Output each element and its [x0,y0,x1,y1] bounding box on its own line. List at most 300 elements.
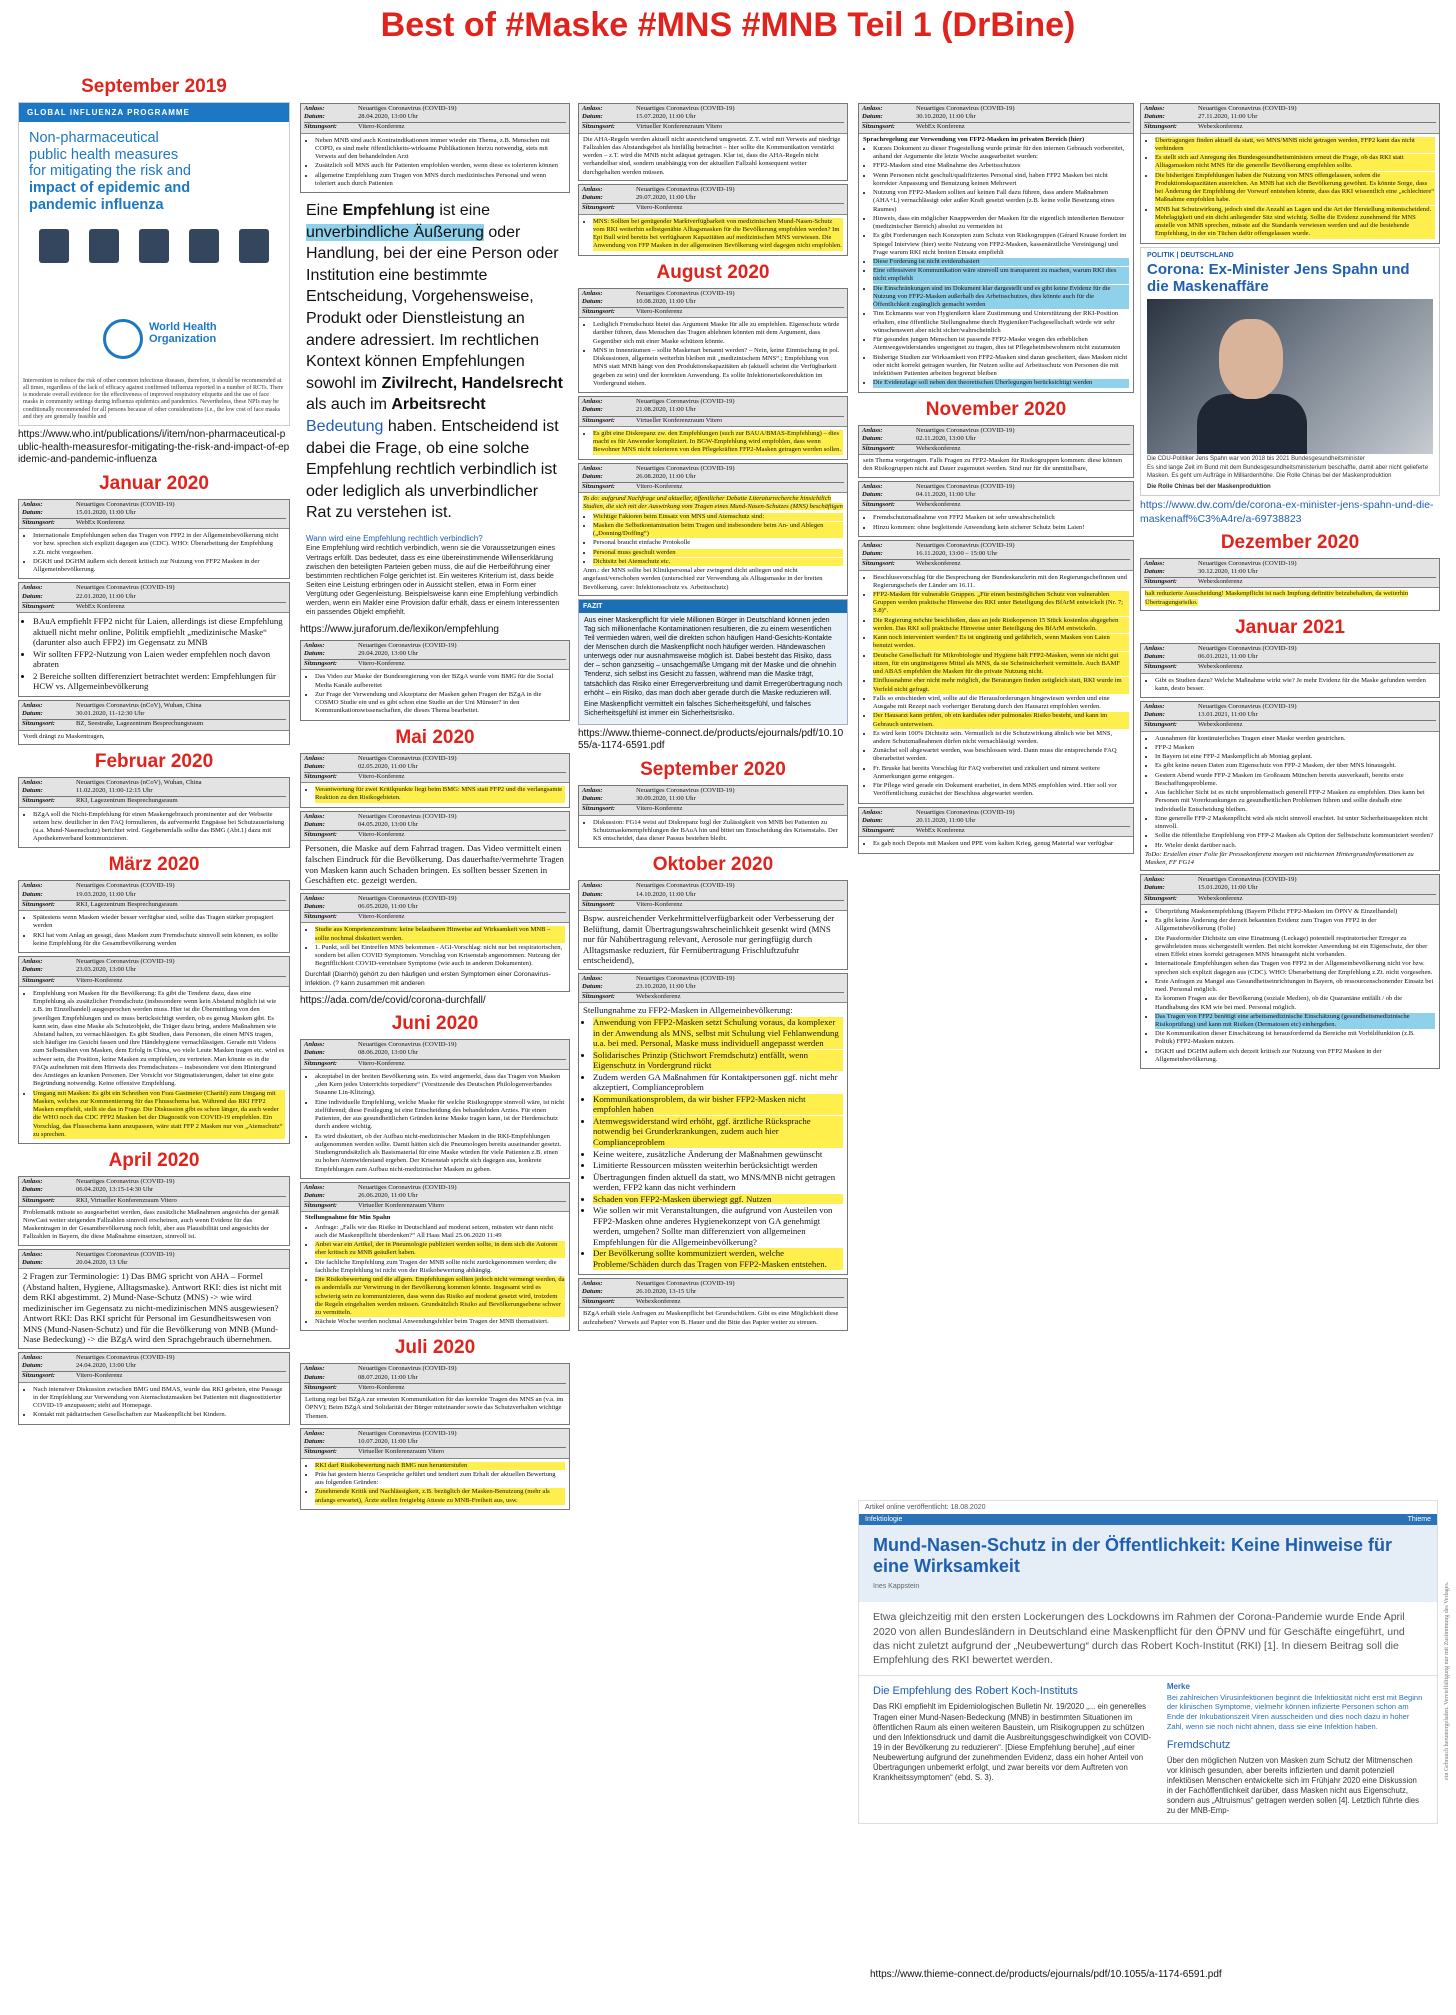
list-item: • Es wird kein 100% Dichtsitz sein. Vermutlich ist die Schutzwirkung ähnlich wie bei MNS, andere Schutzmaßnahmen dürfen nicht vernachlässigt werden. [873,730,1129,746]
slip-header-row: Datum: 24.04.2020, 13:00 Uhr [22,1362,136,1370]
month-heading: April 2020 [108,1150,200,1172]
protocol-slip [858,807,1134,854]
slip-header-row: Anlass: Neuartiges Coronavirus (nCoV), Wuhan, China [22,701,202,709]
dw-news-card: POLITIK | DEUTSCHLAND Corona: Ex-Minister Jens Spahn und die Maskenaffäre Die CDU-Politiker Jens Spahn war von 2018 bis 2021 Bundesgesundheitsminister Es sind lange Zeit im Bund mit dem Bundesgesundheitsministerium beschaffte, damit aber nicht gelieferte Masken. Es geht um Aufträge in Milliardenhöhe. Die Rolle Chinas bei der Maskenproduktion Die Rolle Chinas bei der Maskenproduktion [1140,247,1440,497]
column-2 [300,100,570,2015]
slip-header-row: Sitzungsort: BZ, Seestraße, Lagezentrum Besprechungsraum [22,719,286,728]
slip-header-row: Anlass: Neuartiges Coronavirus (COVID-19) [1144,559,1297,567]
slip-header-row: Sitzungsort: WebEx Konferenz [22,602,286,611]
list-item: • Internationale Empfehlungen sehen das Tragen von FFP2 in der Allgemeinbevölkerung nicht vor bzw. sprechen sich explizit dagegen aus (CDC). WHO: Überarbeitung der Empfehlung z.Zt. nicht vorgesehen. [33,532,285,557]
slip-header-row: Anlass: Neuartiges Coronavirus (COVID-19) [1144,876,1297,884]
month-heading: Mai 2020 [395,726,475,748]
slip-header-row: Sitzungsort: WebEx Konferenz [22,518,286,527]
slip-header-row: Datum: 21.08.2020, 11:00 Uhr [582,406,696,414]
slip-header-row: Anlass: Neuartiges Coronavirus (COVID-19) [862,426,1015,434]
slip-header-row: Datum: 06.01.2021, 11:00 Uhr [1144,653,1258,661]
slip-header-row: Anlass: Neuartiges Coronavirus (COVID-19) [22,958,175,966]
list-item: • Wenn Personen nicht geschult/qualifiziertes Personal sind, haben FFP2 Masken bei nicht korrekter Anpassung und Benutzung keinen Mehrwert [873,172,1129,188]
list-item: • In Bayern ist eine FFP-2 Maskenpflicht ab Montag geplant. [1155,753,1435,761]
slip-header-row: Anlass: Neuartiges Coronavirus (COVID-19) [304,641,457,649]
slip-header-row: Datum: 29.04.2020, 13:00 Uhr [304,649,418,657]
slip-header-row: Sitzungsort: Vitero-Konferenz [582,203,844,212]
protocol-slip: Anlass: Neuartiges Coronavirus (COVID-19) Datum: 06.04.2020, 13:15-14:30 Uhr Sitzungsort: RKI, Virtueller Konferenzraum Vitero Problematik müsste so ausgearbeitet werden, dass zusätzliche Maßnahmen angesichts der gemäß NowCast weiter steigenden Fallzahlen sinnvoll erscheinen, auch wenn Evidenz für das Maskentragen in der Gesamtbevölkerung noch fehlt, aber aus Plausibilität und angesichts der Fallzahlen in Bayern, die diese Maßnahme einsetzen, sinnvoll ist. [18,1176,290,1246]
list-item: • Übertragungen finden aktuell da statt, wo MNS/MNB nicht getragen werden, FFP2 kann das nicht verhindern [593,1172,843,1193]
protocol-slip [300,1428,570,1510]
slip-header-row: Datum: 22.01.2020, 11:00 Uhr [22,592,136,600]
slip-header-row: Sitzungsort: Vitero-Konferenz [22,976,286,985]
slip-header-row: Anlass: Neuartiges Coronavirus (COVID-19) [1144,703,1297,710]
list-item: • Nutzung von FFP2-Masken sollten auf keinen Fall dazu führen, dass andere Maßnahmen (AHA+L) vernachlässigt oder außer Kraft gesetzt werden (z.B. keine volle Besetzung eines Raumes) [873,189,1129,214]
protocol-slip [578,288,848,394]
slip-header-row: Sitzungsort: RKI, Lagezentrum Besprechungsraum [22,796,286,805]
protocol-slip: Anlass: Neuartiges Coronavirus (COVID-19) Datum: 14.10.2020, 11:00 Uhr Sitzungsort: Vitero-Konferenz Bspw. ausreichender Verkehrmittelverfügbarkeit oder Verbesserung der Belüftung, damit Übertragungswahrscheinlichkeit gesenkt wird (MNS nur für Nahübertragung relevant, Aerosole nur geringfügig durch Alltagsmaske reduziert, für Fernübertragung Frischluftzufuhr entscheidend), [578,880,848,969]
slip-header-row: Datum: 26.08.2020, 11:00 Uhr [582,472,696,480]
juraforum-url[interactable]: https://www.juraforum.de/lexikon/empfehlung [300,624,499,636]
list-item: • Wir sollten FFP2-Nutzung von Laien weder empfehlen noch davon abraten [33,649,285,670]
month-heading: Dezember 2020 [1220,531,1360,553]
slip-header-row: Datum: 04.05.2020, 13:00 Uhr [304,820,418,828]
list-item: • Präs hat gestern hierzu Gespräche geführt und tendiert zum Erhalt der aktuellen Bewertung aus folgenden Gründen: [315,1471,565,1487]
list-item: • Die Regierung möchte beschließen, dass an jede Risikoperson 15 Stück kostenlos abgegeben werden. Das RKI soll praktische Hinweise unter Beteiligung des BfArM entwickeln. [873,617,1129,633]
protocol-slip [1140,874,1440,1069]
list-item: • Personal braucht einfache Protokolle [593,539,843,547]
list-item: • akzeptabel in der breiten Bevölkerung sein. Es wird angemerkt, dass das Tragen von Masken „den Kern jedes Unterrichts torpediere“ (Vorsitzende des Deutschen Philologenverbandes Susanne Lin-Klitzing). [315,1073,565,1098]
protocol-slip: Anlass: Neuartiges Coronavirus (COVID-19) Datum: 23.10.2020, 11:00 Uhr Sitzungsort: Webexkonferenz Stellungnahme zu FFP2-Masken in Allgemeinbevölkerung: • Anwendung von FFP2-Masken setzt Schulung voraus, da komplexer in der Anwendung als MNS, selbst mit Schulung viel Fehlanwendung u.a. bei med. Personal, Maske muss individuell angepasst werden • Solidarisches Prinzip (Stichwort Fremdschutz) entfällt, wenn Eigenschutz in Vordergrund rückt • Zudem werden GA Maßnahmen für Kontaktpersonen ggf. nicht mehr akzeptiert, Complianceproblem • Kommunikationsproblem, da wir bisher FFP2-Masken nicht empfohlen haben • Atemwegswiderstand wird erhöht, ggf. ärztliche Rücksprache notwendig bei Grunderkrankungen, zudem auch hier Complianceproblem • Keine weitere, zusätzliche Änderung der Maßnahmen gewünscht • Limitierte Ressourcen müssten weiterhin berücksichtigt werden • Übertragungen finden aktuell da statt, wo MNS/MNB nicht getragen werden, FFP2 kann das nicht verhindern • Schaden von FFP2-Masken überwiegt ggf. Nutzen • Wie sollen wir mit Veranstaltungen, die aufgrund von Austeilen von FFP2-Masken ohne anderes Hygienekonzept von GA genehmigt werden, umgehen? Sollte man differenziert von allgemeinen Empfehlungen für die Allgemeinbevölkerung? • Der Bevölkerung sollte kommuniziert werden, welche Probleme/Schäden durch das Tragen von FFP2-Masken entstehen. [578,973,848,1275]
slip-header-row: Anlass: Neuartiges Coronavirus (COVID-19) [862,482,1015,490]
slip-header-row: Sitzungsort: Vitero-Konferenz [304,1059,566,1068]
month-heading: Juli 2020 [394,1337,476,1359]
list-item: • MNB hat Schutzwirkung, jedoch sind die Anzahl an Lagen und die Art der Herstellung mitentscheidend. Mehrlagigkeit und ein dicht anliegender Sitz sind wichtig. Sollte die Evidenz zunehmend für MNS anstelle von MNB sprechen, müsste auf die Standards verwiesen werden und auf die bestehende Empfehlung, in der ein Tüchen dafür offengelassen wurde. [1155,206,1435,239]
slip-header-row: Anlass: Neuartiges Coronavirus (COVID-19) [582,398,735,406]
slip-header-row: Sitzungsort: Vitero-Konferenz [582,482,844,491]
cleaning-icon [189,229,219,263]
list-item: • Anbei war ein Artikel, der in Pneumologie publiziert werden sollte, in dem sich die Autoren eher kritisch zu MNB geäußert haben. [315,1241,565,1257]
list-item: • Neben MNB sind auch Kontraindikationen immer wieder ein Thema, z.B. Menschen mit COPD, es sind mehr öffentlichkeits-wirksame Publikationen hierzu notwendig, stets mit Verweis auf den behandelnden Arzt [315,137,565,162]
list-item: • Für gesunden jungen Menschen ist passende FFP2-Maske wegen des erheblichen Atemwegswiderstandes ungeeignet zu tragen, dies ist Pflegeheimbewohnern nicht zuzumuten [873,336,1129,352]
month-heading: September 2020 [640,758,786,780]
news-brand: POLITIK | DEUTSCHLAND [1147,251,1234,259]
list-item: • 2 Bereiche sollten differenziert betrachtet werden: Empfehlungen für HCW vs. Allgemeinbevölkerung [33,671,285,692]
fazit-box: FAZIT Aus einer Maskenpflicht für viele Millionen Bürger in Deutschland können jeden Tag sich millionenfache Kontaminationen resultieren, die zu einem wesentlichen Teil vermieden wären, weil die direkten schon häufigen Hand-Gesichts-Kontakte der Menschen durch die Maskenpflicht noch häufiger werden. Händewaschen unterwegs oder nur ausnahmsweise möglich ist. Dabei besteht das Risiko, dass der – schon ganzseitig – unsachgemäße Umgang mit der Maske und die ohnehin Tendenz, sich selbst ins Gesicht zu fassen, während man die Maske trägt, tatsächlich das Risiko einer Erregerverbreitung und damit Erregerübertragung noch erhöht – ein Risiko, das man doch aber gerade durch die Maske reduzieren will. Eine Maskenpflicht vermittelt ein falsches Sicherheitsgefühl, und falsches Sicherheitsgefühl ist immer ein Sicherheitsrisiko. [578,599,848,725]
protocol-slip [18,777,290,849]
slip-header-row: Sitzungsort: WebEx Konferenz [862,826,1130,835]
list-item: • FFP2-Masken sind eine Maßnahme des Arbeitsschutzes [873,162,1129,170]
jura-question: Wann wird eine Empfehlung rechtlich verbindlich? [306,534,483,544]
thieme-logo: Thieme [1407,1516,1431,1523]
slip-header-row: Anlass: Neuartiges Coronavirus (nCoV), Wuhan, China [22,778,202,786]
protocol-slip: Anlass: Neuartiges Coronavirus (COVID-19) Datum: 08.07.2020, 11:00 Uhr Sitzungsort: Vitero-Konferenz Leitung regt bei BZgA zur erneuten Kommunikation für das korrekte Tragen des MNS an (v.a. im ÖPNV); Beim BZgA sind Solidarität der Bürger miteinander sowie das Schutzverhalten wichtige Themen. [300,1363,570,1424]
slip-header-row: Sitzungsort: Webexkonferenz [582,1297,844,1306]
slip-header-row: Datum: 02.11.2020, 13:00 Uhr [862,434,976,442]
month-heading: September 2019 [81,76,227,97]
list-item: • Kommunikationsproblem, da wir bisher FFP2-Masken nicht empfohlen haben [593,1094,843,1115]
slip-header-row: Datum: 15.01.2020, 11:00 Uhr [22,508,136,516]
slip-header-row: Anlass: Neuartiges Coronavirus (COVID-19) [22,1353,175,1361]
thieme-online-date: Artikel online veröffentlicht: 18.08.2020 [865,1504,986,1511]
list-item: • Gibt es Studien dazu? Welche Maßnahme wirkt wie? Je mehr Evidenz für die Maske gefunden werden kann, desto besser. [1155,677,1435,693]
protocol-slip [300,640,570,721]
list-item: • Übertragungen finden aktuell da statt, wo MNS/MNB nicht getragen werden, FFP2 kann das nicht verhindern [1155,137,1435,153]
slip-header-row: Anlass: Neuartiges Coronavirus (COVID-19) [582,1279,735,1287]
page-title: Best of #Maske #MNS #MNB Teil 1 (DrBine) [380,6,1076,44]
list-item: • Anwendung von FFP2-Masken setzt Schulung voraus, da komplexer in der Anwendung als MNS, selbst mit Schulung viel Fehlanwendung u.a. bei med. Personal, Maske muss individuell angepasst werden [593,1017,843,1049]
slip-header-row: Anlass: Neuartiges Coronavirus (COVID-19) [582,786,735,794]
list-item: • Für Pflege wird gerade ein Dokument erarbeitet, in dem MNS empfohlen wird. Hier soll vor Veröffentlichung zunächst der Beschluss abgewartet werden. [873,782,1129,798]
list-item: • Die Einschränkungen sind im Dokument klar dargestellt und es gibt keine Evidenz für die Nutzung von FFP2-Masken außerhalb des Arbeitsschutzes, dies könnte auch für die Öffentlichkeit zugänglich gemacht werden [873,285,1129,310]
slip-header-row: Sitzungsort: RKI, Lagezentrum Besprechungsraum [22,900,286,909]
protocol-slip [1140,103,1440,244]
news-title: Corona: Ex-Minister Jens Spahn und die Maskenaffäre [1147,260,1410,295]
slip-header-row: Anlass: Neuartiges Coronavirus (COVID-19) [582,185,735,193]
handwash-icon [39,229,69,263]
list-item: • Zur Frage der Verwendung und Akzeptanz der Masken gehen Fragen der BZgA in die COSMO Studie ein und es gibt schon eine Studie an der Uni Münster? in den Kommunikationswissenschaften, die dieses Thema bearbeitet. [315,691,565,716]
slip-header-row: Sitzungsort: Vitero-Konferenz [304,830,566,839]
list-item: • DGKH und DGHM äußern sich derzeit kritisch zur Nutzung von FFP2 Masken in der Allgemeinbevölkerung. [33,558,285,574]
list-item: • FFP2-Masken für vulnerable Gruppen. „Für einen bestmöglichen Schutz von vulnerablen Gruppen werden praktische Hinweise des RKI unter Beteiligung des BfArM entwickelt (Nr. 7; S.8)“. [873,591,1129,616]
list-item: • Es kommen Fragen aus der Bevölkerung (soziale Medien), ob die Quarantäne entfällt / ob die Handhabung des KM wie bei med. Personal möglich. [1155,995,1435,1011]
list-item: • Der Bevölkerung sollte kommuniziert werden, welche Probleme/Schäden durch das Tragen von FFP2-Masken entstehen. [593,1248,843,1269]
thieme-article: Artikel online veröffentlicht: 18.08.2020 Infektiologie Thieme Mund-Nasen-Schutz in der Öffentlichkeit: Keine Hinweise für eine Wirksamkeit Ines Kappstein Etwa gleichzeitig mit den ersten Lockerungen des Lockdowns im Rahmen der Corona-Pandemie wurde Ende April 2020 von allen Bundesländern in Deutschland eine Maskenpflicht für den ÖPNV und für Geschäfte eingeführt, und das nicht zuletzt aufgrund der „Neubewertung“ durch das Robert Koch-Institut (RKI) [1]. In diesem Beitrag soll die Empfehlung des RKI bewertet werden. Die Empfehlung des Robert Koch-Instituts Das RKI empfiehlt im Epidemiologischen Bulletin Nr. 19/2020 „... ein generelles Tragen einer Mund-Nasen-Bedeckung (MNB) in bestimmten Situationen im öffentlichen Raum als einen weiteren Baustein, um Risikogruppen zu schützen und den Infektionsdruck und damit die Ausbreitungsgeschwindigkeit von COVID-19 in der Bevölkerung zu reduzieren“. [Diese Empfehlung beruhe] „auf einer Neubewertung aufgrund der zunehmenden Evidenz, dass ein hoher Anteil von Übertragungen unbemerkt erfolgt, und zwar bereits vor dem Auftreten von Krankheitssymptomen“ (ebd. S. 3). Merke Bei zahlreichen Virusinfektionen beginnt die Infektiosität nicht erst mit Beginn der klinischen Symptome, vielmehr können infizierte Personen schon am Ende der Inkubationszeit Viren ausscheiden und dies noch dazu in hoher Zahl, wenn sie noch nicht ahnen, dass sie eine Infektion haben. Fremdschutz Über den möglichen Nutzen von Masken zum Schutz der Mitmenschen vor klinisch gesunden, aber bereits infizierten und damit potenziell infektiösen Menschen entwickelte sich im Frühjahr 2020 eine Diskussion in der Fachöffentlichkeit darüber, dass Masken nicht aus Eigenschutz, sondern aus „Altruismus“ getragen werden sollen [4]. Letztlich führte dies zu der MNB-Emp- [858,1500,1438,1955]
list-item: • Zunehmende Kritik und Nachlässigkeit, z.B. bezüglich der Masken-Benutzung (mehr als anfangs erwartet), Ärzte stellen freigiebig Atteste zu MNB-Freiheit aus, usw. [315,1488,565,1504]
ada-url[interactable]: https://ada.com/de/covid/corona-durchfall/ [300,994,486,1006]
month-heading: November 2020 [925,398,1067,420]
slip-header-row: Datum: 30.09.2020, 11:00 Uhr [582,795,696,803]
slip-header-row: Anlass: Neuartiges Coronavirus (COVID-19) [304,1041,457,1049]
slip-header-row: Anlass: Neuartiges Coronavirus (COVID-19) [1144,644,1297,652]
slip-header-row: Sitzungsort: Vitero-Konferenz [582,307,844,316]
slip-header-row: Datum: 04.11.2020, 11:00 Uhr [862,490,976,498]
list-item: • BZgA soll die Nicht-Empfehlung für einen Maskengebrauch prominenter auf der Webseite setzen bzw. deutlicher in den FAQ formulieren, da aufvermerkt Engpässe bei Schutzausrüstung (u.a. Mund-Nasenschutz) berichtet wird. Gegebenenfalls sollte das BMG (Abt.1) dazu mit Apothekenverband kommunizieren. [33,811,285,844]
protocol-slip: Anlass: Neuartiges Coronavirus (COVID-19) Datum: 26.06.2020, 11:00 Uhr Sitzungsort: Virtueller Konferenzraum Vitero Stellungnahme für Min Spahn • Anfrage: „Falls wir das Risiko in Deutschland auf moderat setzen, müssten wir dann nicht auch die Maskenpflicht überdenken?“ All Haas Mail 25.06.2020 11:49 • Anbei war ein Artikel, der in Pneumologie publiziert werden sollte, in dem sich die Autoren eher kritisch zu MNB geäußert haben. • Die fachliche Empfehlung zum Tragen der MNB sollte nicht zurückgenommen werden; die fachliche Empfehlung ist nicht von der Risikobewertung abhängig. • Die Risikobewertung und die allgem. Empfehlungen sollten jedoch nicht vermengt werden, da es andernfalls zur Verwirrung in der Bevölkerung kommen könnte. Insgesamt wird es schwierig sein zu kommunizieren, dass wenn das Risiko auf moderat gesetzt wird, trotzdem die Regeln eingehalten werden müssen. Grundsätzlich Risiko auf Bevölkerungsebene schwer zu vermitteln. • Nächste Woche werden nochmal Anwendungsfehler beim Tragen der MNB thematisiert. [300,1182,570,1332]
protocol-slip [18,880,290,953]
list-item: • FFP-2 Masken [1155,744,1435,752]
list-item: • Atemwegswiderstand wird erhöht, ggf. ärztliche Rücksprache notwendig bei Grunderkrankungen, zudem auch hier Complianceproblem [593,1116,843,1148]
protocol-slip [300,753,570,808]
who-title: Non-pharmaceutical public health measures for mitigating the risk and impact of epidemic and pandemic influenza [29,130,191,213]
list-item: • Sollte die öffentliche Empfehlung von FFP-2 Masken als Option der Selbstschutz kommuniziert werden? [1155,832,1435,840]
list-item: • RKI hat vom Anlag an gesagt, dass Masken zum Fremdschutz sinnvoll sein können, es sollte keine Empfehlung für die Gesamtbevölkerung werden [33,932,285,948]
list-item: • Aus fachlicher Sicht ist es nicht unproblematisch generell FFP-2 Masken zu empfehlen. Dies kann bei Personen mit Vorerkrankungen zu gesundheitlichen Problemen führen und sollte deshalb eine individuelle Entscheidung bleiben. [1155,789,1435,814]
who-logo-icon [103,319,143,359]
slip-header-row: Datum: 16.11.2020, 13:00 – 15:00 Uhr [862,550,998,558]
slip-header-row: Sitzungsort: Webexkonferenz [862,559,1130,568]
list-item: • Limitierte Ressourcen müssten weiterhin berücksichtigt werden [593,1160,843,1171]
protocol-slip [18,1352,290,1425]
protocol-slip [18,582,290,697]
slip-header-row: Sitzungsort: Webexkonferenz [862,444,1130,453]
list-item: • Studie aus Kompetenzzentrum: keine belastbaren Hinweise auf Wirksamkeit von MNB – sollte nochmal diskutiert werden. [315,926,565,942]
slip-header-row: Sitzungsort: Webexkonferenz [1144,122,1436,131]
list-item: • Fr. Bruske hat bereits Vorschlag für FAQ vorbereitet und zirkuliert und nimmt weitere Anmerkungen gerne entgegen. [873,765,1129,781]
column-1 [18,76,290,1991]
slip-header-row: Datum: 23.10.2020, 11:00 Uhr [582,982,696,990]
slip-header-row: Anlass: Neuartiges Coronavirus (COVID-19) [862,105,1015,112]
protocol-slip: Anlass: Neuartiges Coronavirus (nCoV), Wuhan, China Datum: 30.01.2020, 11-12:30 Uhr Sitzungsort: BZ, Seestraße, Lagezentrum Besprechungsraum Vordi drängt zu Maskentragen, [18,700,290,745]
list-item: • Kontakt mit pädiatrischen Gesellschaften zur Maskenpflicht bei Kindern. [33,1411,285,1419]
list-item: • Nächste Woche werden nochmal Anwendungsfehler beim Tragen der MNB thematisiert. [315,1318,565,1326]
list-item: • Eine individuelle Empfehlung, welche Maske für welche Risikogruppe sinnvoll wäre, ist nicht zielführend; diese Festlegung ist eine Entscheidung des behandelnden Arztes. Für einen Patienten, der aus gesundheitlichen Gründen keine Maske tragen kann, ist der Herdenschutz durch andere wichtig. [315,1099,565,1132]
list-item: • MNS: Sollten bei genügender Marktverfügbarkeit von medizinischen Mund-Nasen-Schutz vom RKI weiterhin selbstgenähte Alltagsmasken für die Bevölkerung empfohlen werden? Im Epi Bull wird bereits bei verfügbaren Kapazitäten auf medizinischen MNS verwiesen. Die Anwendung von FFP Masken in der allgemeinen Bevölkerung wird dagegen nicht empfohlen. [593,218,843,251]
thieme-url[interactable]: https://www.thieme-connect.de/products/ejournals/pdf/10.1055/a-1174-6591.pdf [578,727,844,752]
slip-header-row: Sitzungsort: Vitero-Konferenz [304,1383,566,1392]
slip-header-row: Sitzungsort: Virtueller Konferenzraum Vitero [304,1447,566,1456]
slip-header-row: Datum: 13.01.2021, 11:00 Uhr [1144,711,1258,719]
list-item: • Hr. Wieler denkt darüber nach. [1155,842,1435,850]
slip-header-row: Sitzungsort: Vitero-Konferenz [582,804,844,813]
list-item: • Diese Forderung ist nicht evidenzbasiert [873,258,1129,266]
slip-header-row: Datum: 15.07.2020, 11:00 Uhr [582,113,696,121]
list-item: • Nach intensiver Diskussion zwischen BMG und BMAS, wurde das RKI gebeten, eine Passage in der Empfehlung zur Verwendung von Atemschutzmasken bei Patienten mit diagnostizierter COVID-19 anzupassen; steht auf Homepage. [33,1386,285,1411]
slip-header-row: Datum: 30.01.2020, 11-12:30 Uhr [22,710,145,718]
slip-header-row: Sitzungsort: Webexkonferenz [1144,577,1436,586]
slip-header-row: Datum: 08.06.2020, 13:00 Uhr [304,1049,418,1057]
month-heading: Januar 2021 [1235,616,1345,638]
month-heading: Oktober 2020 [652,854,774,876]
slip-header-row: Anlass: Neuartiges Coronavirus (COVID-19) [22,584,175,592]
protocol-slip [578,396,848,459]
list-item: • Es gibt Forderungen nach Konzepten zum Schutz von Risikogruppen (Gérard Krause fordert im Spiegel Interview (hier) weite Nutzung von FFP2-Masken, kassenärztliche Vereinigung) und Frage warum RKI nicht breiten Einsatz empfiehlt [873,232,1129,257]
travel-icon [239,229,269,263]
slip-header-row: Anlass: Neuartiges Coronavirus (COVID-19) [582,289,735,297]
slip-header-row: Datum: 11.02.2020, 11:00-12:15 Uhr [22,787,153,795]
list-item: • Es stellt sich auf Anregung des Bundesgesundheitsministers erneut die Frage, ob das RKI statt Alltagsmasken nicht MNS für die generelle Bevölkerung empfehlen sollte. [1155,154,1435,170]
list-item: • DGKH und DGHM äußern sich derzeit kritisch zur Nutzung von FFP2 Masken in der Allgemeinbevölkerung. [1155,1048,1435,1064]
slip-header-row: Datum: 26.06.2020, 11:00 Uhr [304,1191,418,1199]
month-heading: August 2020 [656,261,770,283]
list-item: • Gestern Abend wurde FFP-2 Masken im Großraum München bereits ausverkauft, bereits erste Beschaffungsprobleme. [1155,772,1435,788]
list-item: • Solidarisches Prinzip (Stichwort Fremdschutz) entfällt, wenn Eigenschutz in Vordergrund rückt [593,1050,843,1071]
slip-header-row: Anlass: Neuartiges Coronavirus (COVID-19) [582,464,735,472]
slip-header-row: Sitzungsort: WebEx Konferenz [862,122,1130,131]
list-item: • allgemeine Empfehlung zum Tragen von MNS durch medizinisches Personal und wenn toleriert auch durch Patienten [315,172,565,188]
list-item: • Es gibt eine Diskrepanz zw. den Empfehlungen (such zur BAUA/BMAS-Empfehlung) – dies macht es für Anwender kompliziert. In BGW-Empfehlung wird empfohlen, dass wenn Bewohner MNS nicht tolerieren von den Pflegekräften FFP2-Masken getragen werden sollen. [593,430,843,455]
slip-header-row: Sitzungsort: Vitero-Konferenz [304,772,566,781]
list-item: • Wie sollen wir mit Veranstaltungen, die aufgrund von Austeilen von FFP2-Masken ohne anderes Hygienekonzept von GA genehmigt werden, umgehen? Sollte man differenziert von allgemeinen Empfehlungen für die Allgemeinbevölkerung? [593,1205,843,1247]
list-item: • Es gab noch Depots mit Masken und PPE vom kalten Krieg, genug Material war verfügbar [873,840,1129,848]
protocol-slip [18,499,290,580]
month-heading: Januar 2020 [99,472,209,494]
column-3 [578,100,848,2015]
column-5 [1140,100,1440,1492]
protocol-slip: Anlass: Neuartiges Coronavirus (COVID-19) Datum: 26.08.2020, 11:00 Uhr Sitzungsort: Vitero-Konferenz To do: aufgrund Nachfrage und aktueller, öffentlicher Debatte Literaturrecherche hinsichtlich Studien, die sich mit der Auswirkung vom Tragen eines Mund-Nasen-Schutzes (MNS) beschäftigen • Wichtige Faktoren beim Einsatz von MNS und Atemschutz sind: • Masken die Selbstkontamination beim Tragen und insbesondere beim An- und Ablegen („Donning/Doffing“) • Personal braucht einfache Protokolle • Personal muss geschult werden • Dichtsitz bei Atemschutz etc. Anm.: der MNS sollte bei Klinikpersonal aber zwingend dicht anliegen und nicht angefasst/verschoben werden (unterschied zur Verwendung als Alltagsmaske in der breiten Bevölkerung, cave: Infektionsschutz vs. Arbeitsschutz) [578,463,848,596]
slip-header-row: Anlass: Neuartiges Coronavirus (COVID-19) [304,1365,457,1373]
list-item: • Zudem werden GA Maßnahmen für Kontaktpersonen ggf. nicht mehr akzeptiert, Complianceproblem [593,1072,843,1093]
list-item: • Zunächst soll abgewartet werden, was beschlossen wird. Dann muss die entsprechende FAQ überarbeitet werden. [873,747,1129,763]
list-item: • Verantwortung für zwei Kritikpunkte liegt beim BMG: MNS statt FFP2 und die verlangsamte Reaktion zu den Risikogebieten. [315,786,565,802]
slip-header-row: Anlass: Neuartiges Coronavirus (COVID-19) [304,754,457,762]
slip-header-row: Datum: 28.04.2020, 13:00 Uhr [304,113,418,121]
protocol-slip: Anlass: Neuartiges Coronavirus (COVID-19) Datum: 06.05.2020, 11:00 Uhr Sitzungsort: Vitero-Konferenz • Studie aus Kompetenzzentrum: keine belastbaren Hinweise auf Wirksamkeit von MNB – sollte nochmal diskutiert werden. • 1. Punkt, soll bei Eintreffen MNS bekommen - AGI-Vorschlag: nicht nur bei respiratorischen, sondern bei allen COVID Symptomen. Vorschlag von Krisenstab angenommen. Nutzung der Begrifflichkeit COVID-vereinbare Symptome (wie auch in anderen Dokumenten). Durchfall (Diarrhö) gehört zu den häufigen und ersten Symptomen einer Coronavirus-Infektion. (? kann zusammen mit anderen [300,893,570,992]
slip-header-row: Anlass: Neuartiges Coronavirus (COVID-19) [304,105,457,112]
list-item: • Bisherige Studien zur Wirksamkeit von FFP2-Masken sind daran gescheitert, dass Masken nicht oder nicht korrekt getragen wurden, für Nutzen sollte auf Arbeitsschutz von Personen die mit infektiösen Patienten arbeiten begrenzt bleiben [873,354,1129,379]
who-excerpt: Intervention to reduce the risk of other common infectious diseases, therefore, it should be recommended at all times, regardless of the lack of efficacy against confirmed influenza reported in a number of RCTs. There is moderate overall evidence for the effectiveness of improved respiratory etiquette and the use of face masks in community settings during influenza epidemics and pandemics. Nevertheless, these NPIs may be conditionally recommended for all persons because of other considerations (i.e., the low cost of face masks and they are generally feasible and [23,377,284,420]
slip-header-row: Datum: 08.07.2020, 11:00 Uhr [304,1373,418,1381]
list-item: • Spätestens wenn Masken wieder besser verfügbar sind, sollte das Tragen stärker propagiert werden [33,914,285,930]
list-item: • Die fachliche Empfehlung zum Tragen der MNB sollte nicht zurückgenommen werden; die fachliche Empfehlung ist nicht von der Risikobewertung abhängig. [315,1259,565,1275]
list-item: • Einflussnahme eher nicht mehr möglich, die Beratungen finden zeitgleich statt, RKI wurde im Vorfeld nicht gefragt. [873,677,1129,693]
list-item: • Das Tragen von FFP2 benötigt eine arbeitsmedizinische Einschätzung (gesundheitsmedizinische Risikoprüfung) und kann mit Risiken (Dermatosen etc) einhergehen. [1155,1013,1435,1029]
slip-header-row: Datum: 20.04.2020, 13 Uhr [22,1258,128,1266]
slip-header-row: Datum: 27.11.2020, 11:00 Uhr [1144,113,1258,121]
thieme-url-2[interactable]: https://www.thieme-connect.de/products/ejournals/pdf/10.1055/a-1174-6591.pdf [870,1969,1222,1980]
mask-icon [89,229,119,263]
list-item: • Fremdschutzmaßnahme von FFP2 Masken ist sehr unwahrscheinlich [873,514,1129,522]
list-item: • Die Risikobewertung und die allgem. Empfehlungen sollten jedoch nicht vermengt werden, da es andernfalls zur Verwirrung in der Bevölkerung kommen könnte. Insgesamt wird es schwierig sein zu kommunizieren, dass wenn das Risiko auf moderat gesetzt wird, trotzdem die Regeln eingehalten werden müssen. Grundsätzlich Risiko auf Bevölkerungsebene schwer zu vermitteln. [315,1276,565,1317]
protocol-slip: Anlass: Neuartiges Coronavirus (COVID-19) Datum: 30.10.2020, 11:00 Uhr Sitzungsort: WebEx Konferenz Sprachregelung zur Verwendung von FFP2-Masken im privaten Bereich (hier) • Kurzes Dokument zu dieser Fragestellung wurde primär für den internen Gebrauch vorbereitet, anhand der Argumente die letzte Woche ausgearbeitet wurden: • FFP2-Masken sind eine Maßnahme des Arbeitsschutzes • Wenn Personen nicht geschult/qualifiziertes Personal sind, haben FFP2 Masken bei nicht korrekter Anpassung und Benutzung keinen Mehrwert • Nutzung von FFP2-Masken sollten auf keinen Fall dazu führen, dass andere Maßnahmen (AHA+L) vernachlässigt oder außer Kraft gesetzt werden (z.B. keine volle Besetzung eines Raumes) • Hinweis, dass ein möglicher Knappwerden der Masken für die eigentlich intendierten Benutzer (medizinischer Bereich) absolut zu vermeiden ist • Es gibt Forderungen nach Konzepten zum Schutz von Risikogruppen (Gérard Krause fordert im Spiegel Interview (hier) weite Nutzung von FFP2-Masken, kassenärztliche Vereinigung) und Frage warum RKI nicht breiten Einsatz empfiehlt • Diese Forderung ist nicht evidenzbasiert • Eine offensivere Kommunikation wäre sinnvoll um transparent zu machen, warum RKI dies nicht empfiehlt • Die Einschränkungen sind im Dokument klar dargestellt und es gibt keine Evidenz für die Nutzung von FFP2-Masken außerhalb des Arbeitsschutzes, dies könnte auch für die Öffentlichkeit zugänglich gemacht werden • Tim Eckmanns war von Hygienikern klare Zustimmung und Unterstützung der RKI-Position erhalten, eine öffentliche Stellungnahme durch Hygieniker/Fachgesellschaft würde wir sehr wünschenswert aber nicht sicher/wahrscheinlich • Für gesunden jungen Menschen ist passende FFP2-Maske wegen des erheblichen Atemwegswiderstandes ungeeignet zu tragen, dies ist Pflegeheimbewohnern nicht zuzumuten • Bisherige Studien zur Wirksamkeit von FFP2-Masken sind daran gescheitert, dass Masken nicht oder nicht korrekt getragen wurden, für Nutzen sollte auf Arbeitsschutz von Personen die mit infektiösen Patienten arbeiten begrenzt bleiben • Die Evidenzlage soll neben den theoretischen Überlegungen berücksichtigt werden [858,103,1134,393]
list-item: • Die Passform/der Dichtsitz um eine Einatmung (Leckage) potentiell respiratorischer Erreger zu gewährleisten muss sichergestellt werden. Bei nicht korrekter Anwendung ist ein Eigenschutz, der über einen Effekt eines korrekt getragenen MNS hinausgeht nicht vorhanden. [1155,935,1435,960]
month-heading: Juni 2020 [391,1013,479,1035]
slip-header-row: Datum: 06.05.2020, 11:00 Uhr [304,902,418,910]
who-document-cover [18,102,290,426]
protocol-slip [578,184,848,256]
list-item: • Eine offensivere Kommunikation wäre sinnvoll um transparent zu machen, warum RKI dies nicht empfiehlt [873,267,1129,283]
slip-header-row: Sitzungsort: Webexkonferenz [1144,720,1436,729]
list-item: • Diskussion: FG14 weist auf Diskrepanz bzgl der Zulässigkeit von MNB bei Patienten zu Schutzmaskenempfehlungen der BAuA hin und bittet um Entscheidung des Krisenstabs. Der KS entscheidet, dass dieser Passus bestehen bleibt. [593,819,843,844]
slip-header-row: Sitzungsort: RKI, Virtueller Konferenzraum Vitero [22,1196,286,1205]
slip-header-row: Sitzungsort: Webexkonferenz [862,500,1130,509]
slip-header-row: Datum: 14.10.2020, 11:00 Uhr [582,890,696,898]
list-item: • Überprüfung Maskenempfehlung (Bayern Pflicht FFP2-Masken im ÖPNV & Einzelhandel) [1155,908,1435,916]
slip-header-row: Datum: 30.12.2020, 11:00 Uhr [1144,567,1258,575]
list-item: • Der Hausarzt kann prüfen, ob ein kardiales oder pulmonales Risiko besteht, und kann im Gebrauch unterweisen. [873,712,1129,728]
list-item: • 1. Punkt, soll bei Eintreffen MNS bekommen - AGI-Vorschlag: nicht nur bei respiratorischen, sondern bei allen COVID Symptomen. Vorschlag von Krisenstab angenommen. Nutzung der Begrifflichkeit COVID-vereinbare Symptome (wie auch in anderen Dokumenten). [315,944,565,969]
list-item: • Es wird diskutiert, ob der Aufbau nicht-medizinischer Masken in die RKI-Empfehlungen aufgenommen werden sollte. Damit hätten sich die Pneumologen bereits auseinander gesetzt. Studiengrundsätzlich als Basismaterial für eine Maske würden für viele Patienten z.B. einen zu hohen Atemwiderstand ergeben. Der Krisenstab spricht sich dagegen aus, konkrete Empfehlungen zum Aufbau nicht-medizinischer Masken zu geben. [315,1133,565,1174]
protocol-slip: Anlass: Neuartiges Coronavirus (COVID-19) Datum: 26.10.2020, 13-15 Uhr Sitzungsort: Webexkonferenz BZgA erhält viele Anfragen zu Maskenpflicht bei Grundschülern. Gibt es eine Möglichkeit diese aufzuheben? Verweis auf Papier von B. Hauer und die Bitte das Papier weiter zu streuen. [578,1278,848,1331]
list-item: • Es gibt keine Änderung der derzeit bekannten Evidenz zum Tragen von FFP2 in der Allgemeinbevölkerung (Folie) [1155,917,1435,933]
slip-header-row: Datum: 19.03.2020, 11:00 Uhr [22,890,136,898]
protocol-slip [300,103,570,193]
slip-header-row: Anlass: Neuartiges Coronavirus (COVID-19) [22,1178,175,1186]
slip-header-row: Anlass: Neuartiges Coronavirus (COVID-19) [1144,105,1297,112]
slip-header-row: Sitzungsort: Webexkonferenz [1144,662,1436,671]
list-item: • Beschlussvorschlag für die Besprechung der Bundeskanzlerin mit den Regierungschefinnen und Regierungschefs der Länder am 16.11. [873,574,1129,590]
slip-header-row: Sitzungsort: Virtueller Konferenzraum Vitero [582,122,844,131]
dw-url[interactable]: https://www.dw.com/de/corona-ex-minister-jens-spahn-und-die-maskenaff%C3%A4re/a-69738823 [1140,499,1434,525]
list-item: • Umgang mit Masken: Es gibt ein Schreiben von Frau Gastmeier (Charité) zum Umgang mit Masken, welches zur Kommentierung für das Fluusschema hat. Während das RKI FFP2 Masken empfiehlt, stellt sie das in Frage. Die Diskussion gibt es schon länger, da auch weder die WHO noch das CDC FFP2 Masken bei der Diagnostik von COVID-19 empfehlen. Ein Vorschlag, das Flussschema kann anzupassen, wäre statt FFP 2 Masken nur von „Atemschutz“ zu sprechen. [33,1090,285,1139]
slip-header-row: Datum: 20.11.2020, 11:00 Uhr [862,816,976,824]
list-item: • Tim Eckmanns war von Hygienikern klare Zustimmung und Unterstützung der RKI-Position erhalten, eine öffentliche Stellungnahme durch Hygieniker/Fachgesellschaft würde wir sehr wünschenswert aber nicht sicher/wahrscheinlich [873,310,1129,335]
list-item: • Anfrage: „Falls wir das Risiko in Deutschland auf moderat setzen, müssten wir dann nicht auch die Maskenpflicht überdenken?“ All Haas Mail 25.06.2020 11:49 [315,1224,565,1240]
distance-icon [139,229,169,263]
list-item: • Ausnahmen für kontinuierliches Tragen einer Maske werden gestrichen. [1155,735,1435,743]
list-item: • Hinweis, dass ein möglicher Knappwerden der Masken für die eigentlich intendierten Benutzer (medizinischer Bereich) absolut zu vermeiden ist [873,215,1129,231]
fazit-heading: FAZIT [579,600,847,613]
slip-header-row: Anlass: Neuartiges Coronavirus (COVID-19) [582,882,735,890]
list-item: • Die bisherigen Empfehlungen haben die Nutzung von MNS offengelassen, sofern die Produktionskapazitäten ausreichen. An MNB hat sich die Bevölkerung gewöhnt. Es könnte Sorge, dass bei Änderung der Empfehlung der Vorwurf entstehen könnte, dass das RKI wissentlich eine „schlechtere“ Maßnahme empfohlen habe. [1155,172,1435,205]
slip-header-row: Datum: 06.04.2020, 13:15-14:30 Uhr [22,1186,154,1194]
list-item: • Erste Anfragen zu Mangel aus Gesundheitseinrichtungen in Bayern, ob ressourcenschonender Einsatz bei med. Personal möglich. [1155,978,1435,994]
thieme-author: Ines Kappstein [873,1583,920,1591]
protocol-slip [858,540,1134,804]
slip-header-row: Anlass: Neuartiges Coronavirus (COVID-19) [22,882,175,890]
slip-header-row: Anlass: Neuartiges Coronavirus (COVID-19) [582,105,735,112]
list-item: • MNS in Innenräumen – sollte Maskenart benannt werden? – Nein, keine Einmischung in pol. Diskussionen, allgemein weiterhin bleiben mit „medizinischem MNS“.; Empfehlung von MNS statt MNB hängt von den Produktionskapazitäten ab (aktuell scheint die Verfügbarkeit gegeben zu sein) und der korrekten Anwendung. Es sollte Infektionsrisikoreduktion im Vordergrund stehen. [593,347,843,388]
list-item: • Deutsche Gesellschaft für Mikrobiologie und Hygiene hält FFP2-Masken, wenn sie nicht gut sitzen, für ein ungünstigeres Mittel als MNS, da sie Scheinsicherheit vermitteln. Auch BAMF und ABAS empfehlen die Masken für die private Nutzung nicht. [873,652,1129,677]
slip-header-row: Anlass: Neuartiges Coronavirus (COVID-19) [304,894,457,902]
slip-header-row: Anlass: Neuartiges Coronavirus (COVID-19) [304,812,457,820]
list-item: • Internationale Empfehlungen sehen das Tragen von FFP2 in der Allgemeinbevölkerung nicht vor bzw. sprechen sich explizit dagegen aus (CDC). WHO: Überarbeitung der Empfehlung z.Zt. nicht vorgesehen. [1155,960,1435,976]
slip-header-row: Datum: 15.01.2020, 11:00 Uhr [1144,884,1258,892]
slip-header-row: Sitzungsort: Webexkonferenz [582,992,844,1001]
protocol-slip: Anlass: Neuartiges Coronavirus (COVID-19) Datum: 04.05.2020, 13:00 Uhr Sitzungsort: Vitero-Konferenz Personen, die Maske auf dem Fahrrad tragen. Das Video vermittelt einen falschen Eindruck für die Bevölkerung. Das dauerhafte/vermehrte Tragen von Masken kann auch Schaden bringen. Es sollten besser Szenen in Geschäften etc. gezeigt werden. [300,811,570,890]
slip-header-row: Sitzungsort: Webexkonferenz [1144,894,1436,903]
thieme-copyright-note: ein Gebrauch heruntergeladen. Vervielfältigung nur mit Zustimmung des Verlages. [1444,1581,1450,1780]
list-item: • Personal muss geschult werden [593,549,843,557]
slip-header-row: Sitzungsort: Virtueller Konferenzraum Vitero [304,1201,566,1210]
protocol-slip: Anlass: Neuartiges Coronavirus (COVID-19) Datum: 13.01.2021, 11:00 Uhr Sitzungsort: Webexkonferenz • Ausnahmen für kontinuierliches Tragen einer Maske werden gestrichen. • FFP-2 Masken • In Bayern ist eine FFP-2 Maskenpflicht ab Montag geplant. • Es gibt keine neuen Daten zum Eigenschutz von FFP-2 Masken, der über MNS hinausgeht. • Gestern Abend wurde FFP-2 Masken im Großraum München bereits ausverkauft, bereits erste Beschaffungsprobleme. • Aus fachlicher Sicht ist es nicht unproblematisch generell FFP-2 Masken zu empfehlen. Dies kann bei Personen mit Vorerkrankungen zu gesundheitlichen Problemen führen und sollte deshalb eine individuelle Entscheidung bleiben. • Eine generelle FFP-2 Maskenpflicht wird als nicht sinnvoll erachtet. Ist unter Sicherheitsaspekten nicht sinnvoll. • Sollte die öffentliche Empfehlung von FFP-2 Masken als Option der Selbstschutz kommuniziert werden? • Hr. Wieler denkt darüber nach. ToDo: Erstellen einer Folie für Pressekonferenz morgen mit nüchternen Hintergrundinformationen zu Masken, FF FG14 [1140,701,1440,871]
list-item: • Das Video zur Maske der Bundesregierung von der BZgA wurde vom BMG für die Social Media Kanäle aufbereitet [315,673,565,689]
list-item: • Wichtige Faktoren beim Einsatz von MNS und Atemschutz sind: [593,513,843,521]
list-item: • Kurzes Dokument zu dieser Fragestellung wurde primär für den internen Gebrauch vorbereitet, anhand der Argumente die letzte Woche ausgearbeitet wurden: [873,145,1129,161]
slip-header-row: Anlass: Neuartiges Coronavirus (COVID-19) [304,1183,457,1191]
list-item: • Lediglich Fremdschutz bietet das Argument Maske für alle zu empfehlen. Eigenschutz würde darüber führen, dass Menschen das Tragen ablehnen könnten mit dem Argument, dass Gegenüber sich mit einer Maske schützen könnte. [593,321,843,346]
list-item: • Zusätzlich soll MNS auch für Patienten empfohlen werden, wenn diese es tolerieren können [315,162,565,170]
who-url[interactable]: https://www.who.int/publications/i/item/non-pharmaceutical-public-health-measuresfor-mitigating-the-risk-and-impact-of-epidemic-and-pandemic-influenza [18,429,290,465]
spahn-photo [1147,299,1433,454]
protocol-slip [578,785,848,848]
list-item: • Hinzu kommen: ohne begleitende Anwendung kein sicherer Schutz beim Laien! [873,524,1129,532]
thieme-title: Mund-Nasen-Schutz in der Öffentlichkeit: Keine Hinweise für eine Wirksamkeit [873,1535,1393,1577]
list-item: • Schaden von FFP2-Masken überwiegt ggf. Nutzen [593,1194,843,1205]
slip-header-row: Datum: 23.03.2020, 13:00 Uhr [22,966,136,974]
slip-header-row: Sitzungsort: Vitero-Konferenz [582,900,844,909]
protocol-slip [1140,643,1440,698]
list-item: • Es gibt keine neuen Daten zum Eigenschutz von FFP-2 Masken, der über MNS hinausgeht. [1155,762,1435,770]
month-heading: Februar 2020 [94,750,214,772]
list-item: • Dichtsitz bei Atemschutz etc. [593,558,843,566]
list-item: • Empfehlung von Masken für die Bevölkerung: Es gibt die Tendenz dazu, dass eine Empfehlung als zusätzlicher Fremdschutz (insbesondere wenn kein Abstand möglich ist wie z.B. im Einzelhandel) ausgesprochen werden muss. Hier ist die Übermittlung von den jeweiligen Empfehlungen und es muss berücksichtigt werden, ob es genug Masken gibt. Es kann sein, dass eine Maske als Schutzobjekt, die Träger dazu bring, andere Maßnahmen wie Abstand halten, zu vernachlässigen. Es gibt Studien, dass Personen, die einen MNS tragen, sich häufiger ins Gesicht fassen und ihre Händehygiene vernachlässigen. Gerade mit Videos zum Selbstnähen von Masken, dem Erfolg in China, wo viele Leute Masken tragen etc. wird es schwer sein, die Position, keine Masken zu empfehlen, zu vertreten. Man könnte es in die FAQs aufnehmen mit dem Hinweis des Fremdschutzes – insbesondere vor dem Hintergrund des Anstieges an kranken Personen. Der Vorsicht vor Stigmatisierungen, daher ist eine gute Begründung notwendig. Keine offensive Empfehlung. [33,990,285,1089]
protocol-slip [858,481,1134,537]
list-item: • Keine weitere, zusätzliche Änderung der Maßnahmen gewünscht [593,1149,843,1160]
protocol-slip [300,1039,570,1179]
protocol-slip: Anlass: Neuartiges Coronavirus (COVID-19) Datum: 15.07.2020, 11:00 Uhr Sitzungsort: Virtueller Konferenzraum Vitero Die AHA-Regeln werden aktuell nicht ausreichend umgesetzt. Z.T. wird mit Verweis auf niedrige Fallzahlen das Abstandsgebot als hinfällig betrachtet – hier sollte die Kommunikation verstärkt werden – z.T. wird die MNB nicht adäquat getragen. Klar ist, dass die AHA-Regeln nicht verhandelbar sind, sondern unabhängig von der aktuellen Fallzahl konsequent weiter durchgehalten werden müssen. [578,103,848,181]
slip-header-row: Sitzungsort: Vitero-Konferenz [304,659,566,668]
who-icons [19,221,289,271]
month-heading: März 2020 [108,854,200,876]
slip-header-row: Sitzungsort: Vitero-Konferenz [304,912,566,921]
list-item: • Die Evidenzlage soll neben den theoretischen Überlegungen berücksichtigt werden [873,379,1129,387]
juraforum-excerpt: Eine Empfehlung ist eine unverbindliche Äußerung oder Handlung, bei der eine Person oder Institution eine bestimmte Entscheidung, Vorgehensweise, Produkt oder Dienstleistung an andere adressiert. Im rechtlichen Kontext können Empfehlungen sowohl im Zivilrecht, Handelsrecht als auch im Arbeitsrecht Bedeutung haben. Entscheidend ist dabei die Frage, ob eine solche Empfehlung rechtlich verbindlich ist oder lediglich als unverbindlicher Rat zu verstehen ist. Wann wird eine Empfehlung rechtlich verbindlich? Eine Empfehlung wird rechtlich verbindlich, wenn sie die Voraussetzungen eines Vertrags erfüllt. Das bedeutet, dass es eine übereinstimmende Willenserklärung zwischen den beteiligten Parteien geben muss, die auf die Herbeiführung einer bestimmten rechtlichen Folge gerichtet ist. Ein weiteres Kriterium ist, dass beide Seiten eine Leistung erbringen oder in Aussicht stellen, etwa in Form einer Vergütung oder Gegenleistung. Beispielsweise kann eine Empfehlung verbindlich werden, wenn ein Makler eine Provision dafür erhält, dass er einem Interessenten ein passendes Objekt empfiehlt. [306,202,563,617]
slip-header-row: Datum: 26.10.2020, 13-15 Uhr [582,1287,697,1295]
protocol-slip [18,956,290,1144]
slip-header-row: Sitzungsort: Virtueller Konferenzraum Vitero [582,416,844,425]
list-item: • Masken die Selbstkontamination beim Tragen und insbesondere beim An- und Ablegen („Donning/Doffing“) [593,522,843,538]
slip-header-row: Datum: 30.10.2020, 11:00 Uhr [862,113,976,121]
who-band: GLOBAL INFLUENZA PROGRAMME [19,103,289,122]
slip-header-row: Anlass: Neuartiges Coronavirus (COVID-19) [862,541,1015,549]
column-4 [858,100,1134,1510]
protocol-slip: Anlass: Neuartiges Coronavirus (COVID-19) Datum: 20.04.2020, 13 Uhr 2 Fragen zur Terminologie: 1) Das BMG spricht von AHA – Formel (Abstand halten, Hygiene, Alltagsmaske). Antwort RKI: dies ist nicht mit dem RKI abgestimmt. 2) Mund-Nase-Schutz (MNS) -> wie wird medizinischer im Gegensatz zu nicht-medizinischen MNS ausgewiesen? Antwort RKI: Das RKI spricht für Personal im Gesundheitswesen von MNS (Mund-Nasen-Schutz) und für die Bevölkerung von MNB (Mund-Nase Bedeckung) -> die BZgA wird den Sprachgebrauch übernehmen. [18,1249,290,1349]
list-item: • Kann noch interveniert werden? Es ist ungünstig und gefährlich, wenn Masken von Laien benutzt werden. [873,634,1129,650]
list-item: • Eine generelle FFP-2 Maskenpflicht wird als nicht sinnvoll erachtet. Ist unter Sicherheitsaspekten nicht sinnvoll. [1155,815,1435,831]
list-item: • BAuA empfiehlt FFP2 nicht für Laien, allerdings ist diese Empfehlung aktuell nicht mehr online, Politik empfiehlt „medizinische Maske“ (darunter also auch FFP2) im Gegensatz zu MNB [33,616,285,648]
slip-header-row: Sitzungsort: Vitero-Konferenz [304,122,566,131]
thieme-lead: Etwa gleichzeitig mit den ersten Lockerungen des Lockdowns im Rahmen der Corona-Pandemie wurde Ende April 2020 von allen Bundesländern in Deutschland eine Maskenpflicht für den ÖPNV und für Geschäfte eingeführt, und das nicht zuletzt aufgrund der „Neubewertung“ durch das Robert Koch-Institut (RKI) [1]. In diesem Beitrag soll die Empfehlung des RKI bewertet werden. [859,1602,1437,1676]
slip-header-row: Anlass: Neuartiges Coronavirus (COVID-19) [304,1429,457,1437]
slip-header-row: Anlass: Neuartiges Coronavirus (COVID-19) [22,1250,175,1258]
slip-header-row: Anlass: Neuartiges Coronavirus (COVID-19) [22,500,175,508]
slip-header-row: Anlass: Neuartiges Coronavirus (COVID-19) [862,808,1015,816]
list-item: • Falls so entschieden wird, sollte auf die Herausforderungen hingewiesen werden und eine Ausgabe mit Rezept nach vorheriger Beratung durch den Hausarzt empfohlen werden. [873,695,1129,711]
protocol-slip: Anlass: Neuartiges Coronavirus (COVID-19) Datum: 30.12.2020, 11:00 Uhr Sitzungsort: Webexkonferenz halt reduzierte Ausscheidung! Maskenpflicht ist nach Impfung definitiv beizubehalten, da weiterhin Übertragungsrisiko. [1140,558,1440,611]
slip-header-row: Anlass: Neuartiges Coronavirus (COVID-19) [582,974,735,982]
slip-header-row: Datum: 02.05.2020, 11:00 Uhr [304,762,418,770]
list-item: • RKI darf Risikobewertung nach BMG nun herunterstufen [315,1462,565,1470]
who-org: World Health Organization [149,321,217,346]
slip-header-row: Datum: 10.08.2020, 11:00 Uhr [582,297,696,305]
protocol-slip: Anlass: Neuartiges Coronavirus (COVID-19) Datum: 02.11.2020, 13:00 Uhr Sitzungsort: Webexkonferenz sein Thema vorgetragen. Falls Fragen zu FFP2-Masken für Risikogruppen kommen: diese können den Risikogruppen nicht auf Dauer zugemutet werden. Sind nur für die unmittelbare, [858,425,1134,478]
list-item: • Die Kommunikation dieser Einschätzung ist herausfordernd da Bereiche mit Vorbildfunktion (z.B. Politik) FFP2-Masken nutzen. [1155,1030,1435,1046]
